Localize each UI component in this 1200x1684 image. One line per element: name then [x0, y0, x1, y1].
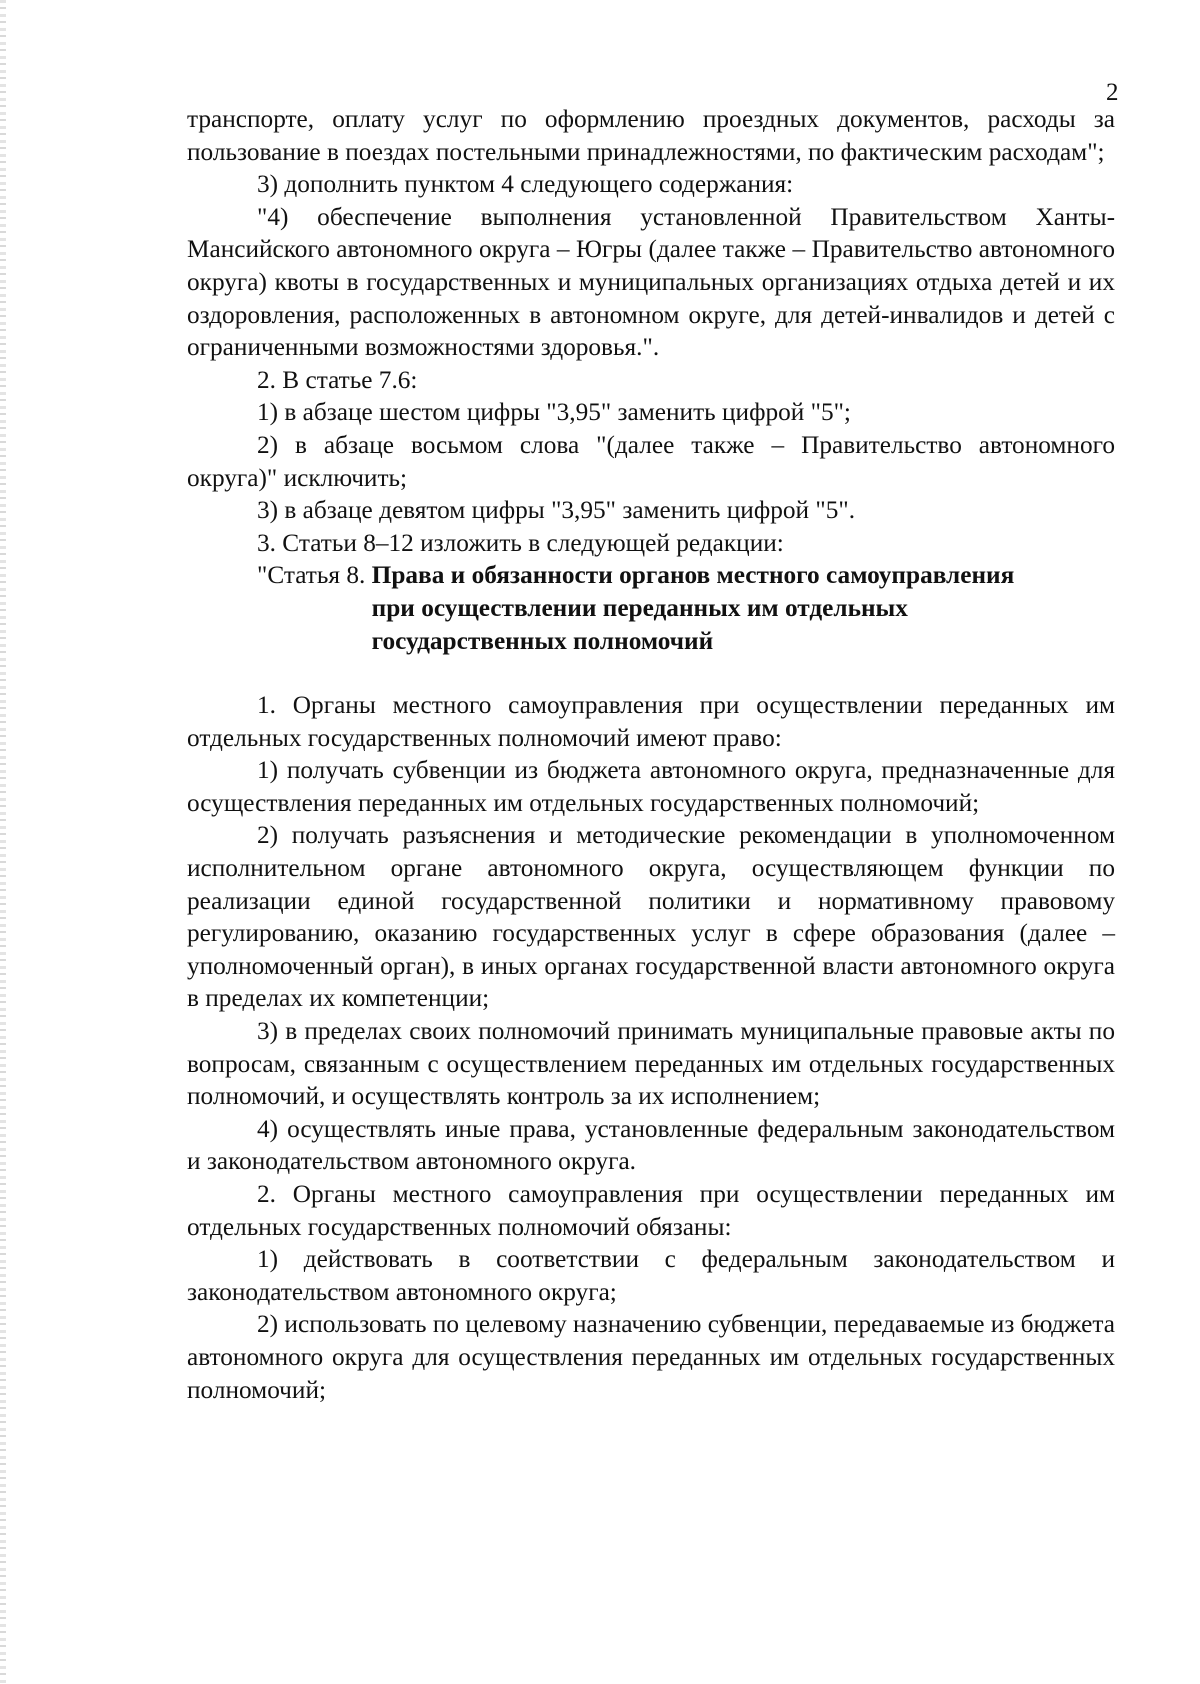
paragraphs-top — [187, 103, 1115, 559]
paragraph: 2) в абзаце восьмом слова "(далее также – Правительство автономного округа)" исключить; — [187, 430, 1115, 492]
document-body — [187, 103, 1115, 1406]
scan-edge-artifact — [0, 0, 6, 1684]
paragraph: 2. Органы местного самоуправления при осуществлении переданных им отдельных государственных полномочий обязаны: — [187, 1180, 1115, 1241]
paragraph: 4) осуществлять иные права, установленные федеральным законодательством и законодательством автономного округа. — [187, 1114, 1115, 1176]
paragraph: 3) в пределах своих полномочий принимать муниципальные правовые акты по вопросам, связанным с осуществлением переданных им отдельных государственных полномочий, и осуществлять контроль за их исполнением; — [187, 1017, 1115, 1111]
paragraph: 3) в абзаце девятом цифры "3,95" заменить цифрой "5". — [257, 496, 856, 525]
paragraph: 2) получать разъяснения и методические рекомендации в уполномоченном исполнительном органе автономного округа, осуществляющем функции по реализации единой государственной политики и нормативному правовому регулированию, оказанию государственных услуг в сфере образования (далее – уполномоченный орган), в иных органах государственной власти автономного округа в пределах их компетенции; — [187, 821, 1115, 1013]
paragraph: 1) получать субвенции из бюджета автономного округа, предназначенные для осуществления переданных им отдельных государственных полномочий; — [187, 756, 1115, 817]
article-heading-title: Права и обязанности органов местного самоуправления при осуществлении переданных им отдельных государственных полномочий — [371, 561, 1015, 655]
paragraph: 3. Статьи 8–12 изложить в следующей редакции: — [257, 528, 784, 557]
paragraphs-bottom — [187, 689, 1115, 1406]
heading-spacer — [187, 657, 1115, 689]
paragraph: 3) дополнить пунктом 4 следующего содержания: — [257, 170, 794, 199]
article-heading — [187, 559, 1115, 657]
paragraph: 1) действовать в соответствии с федеральным законодательством и законодательством автономного округа; — [187, 1245, 1115, 1306]
paragraph: "4) обеспечение выполнения установленной Правительством Ханты-Мансийского автономного округа – Югры (далее также – Правительство автономного округа) квоты в государственных и муниципальных организациях отдыха детей и их оздоровления, расположенных в автономном округе, для детей-инвалидов и детей с ограниченными возможностями здоровья.". — [187, 202, 1115, 362]
page-number: 2 — [1106, 79, 1119, 106]
article-heading-lead: "Статья 8. — [257, 561, 372, 590]
paragraph: 2. В статье 7.6: — [257, 365, 418, 394]
paragraph: транспорте, оплату услуг по оформлению проездных документов, расходы за пользование в поездах постельными принадлежностями, по фактическим расходам"; — [187, 105, 1115, 166]
paragraph: 1) в абзаце шестом цифры "3,95" заменить цифрой "5"; — [257, 398, 851, 427]
paragraph: 2) использовать по целевому назначению субвенции, передаваемые из бюджета автономного округа для осуществления переданных им отдельных государственных полномочий; — [187, 1310, 1115, 1404]
paragraph: 1. Органы местного самоуправления при осуществлении переданных им отдельных государственных полномочий имеют право: — [187, 691, 1115, 752]
